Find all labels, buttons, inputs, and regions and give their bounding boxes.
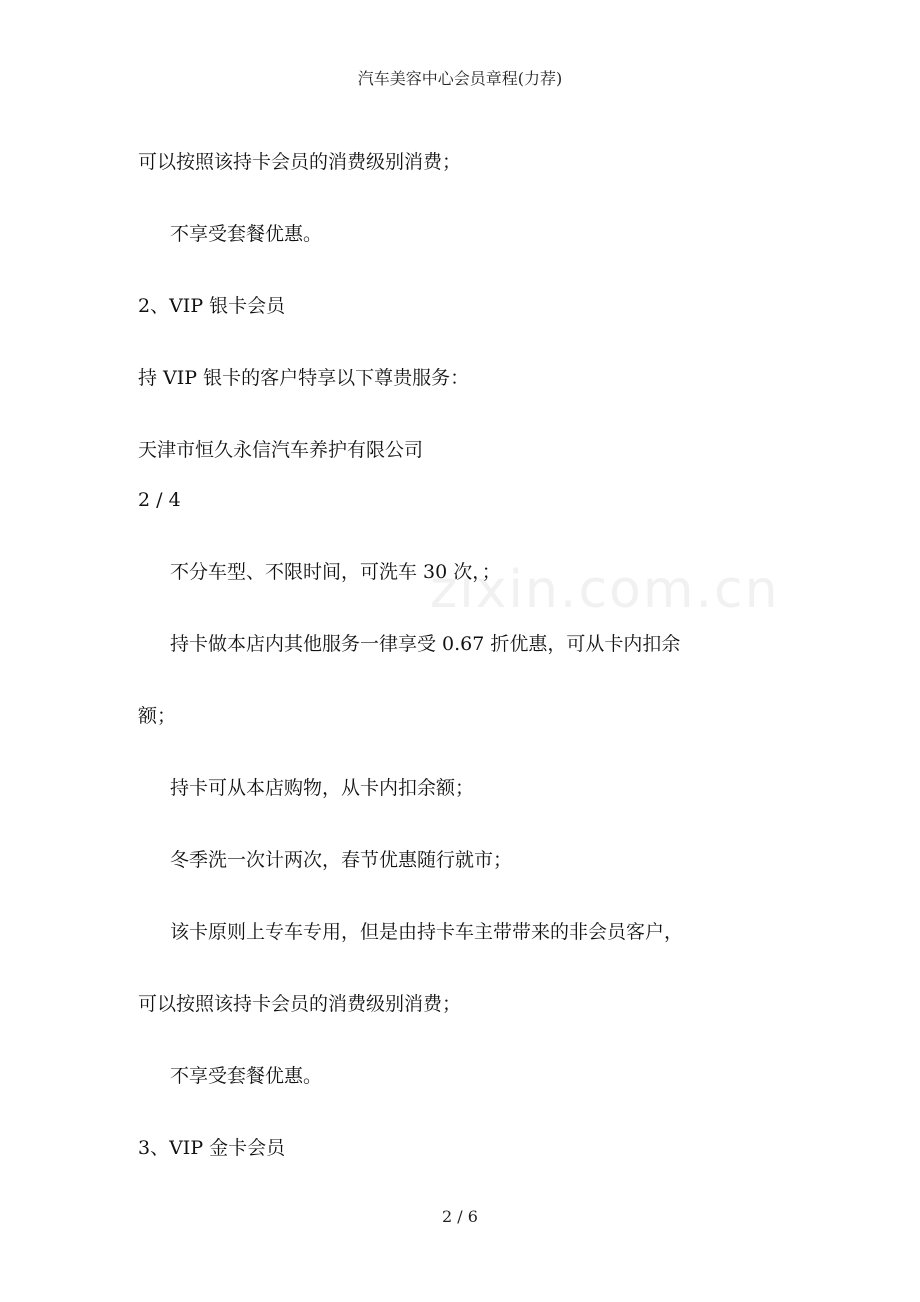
- section-heading: 2、VIP 银卡会员: [138, 295, 286, 317]
- text-line: 可以按照该持卡会员的消费级别消费；: [138, 151, 462, 173]
- text-line: 不分车型、不限时间，可洗车 30 次，；: [170, 561, 501, 583]
- section-heading: 3、VIP 金卡会员: [138, 1137, 286, 1159]
- text-line: 冬季洗一次计两次，春节优惠随行就市；: [170, 849, 513, 871]
- text-line: 持卡做本店内其他服务一律享受 0.67 折优惠，可从卡内扣余: [170, 633, 681, 655]
- inner-page-number: 2 / 4: [138, 489, 181, 511]
- text-line: 额；: [138, 705, 177, 727]
- text-line: 该卡原则上专车专用，但是由持卡车主带带来的非会员客户，: [170, 921, 684, 943]
- text-line: 可以按照该持卡会员的消费级别消费；: [138, 993, 462, 1015]
- watermark: zixin.com.cn: [430, 560, 780, 620]
- company-name: 天津市恒久永信汽车养护有限公司: [138, 439, 424, 461]
- page-header-title: 汽车美容中心会员章程(力荐): [357, 69, 563, 88]
- text-line: 不享受套餐优惠。: [170, 223, 323, 245]
- text-line: 持卡可从本店购物，从卡内扣余额；: [170, 777, 475, 799]
- text-line: 持 VIP 银卡的客户特享以下尊贵服务：: [138, 367, 470, 389]
- text-line: 不享受套餐优惠。: [170, 1065, 323, 1087]
- page-footer-number: 2 / 6: [442, 1207, 478, 1226]
